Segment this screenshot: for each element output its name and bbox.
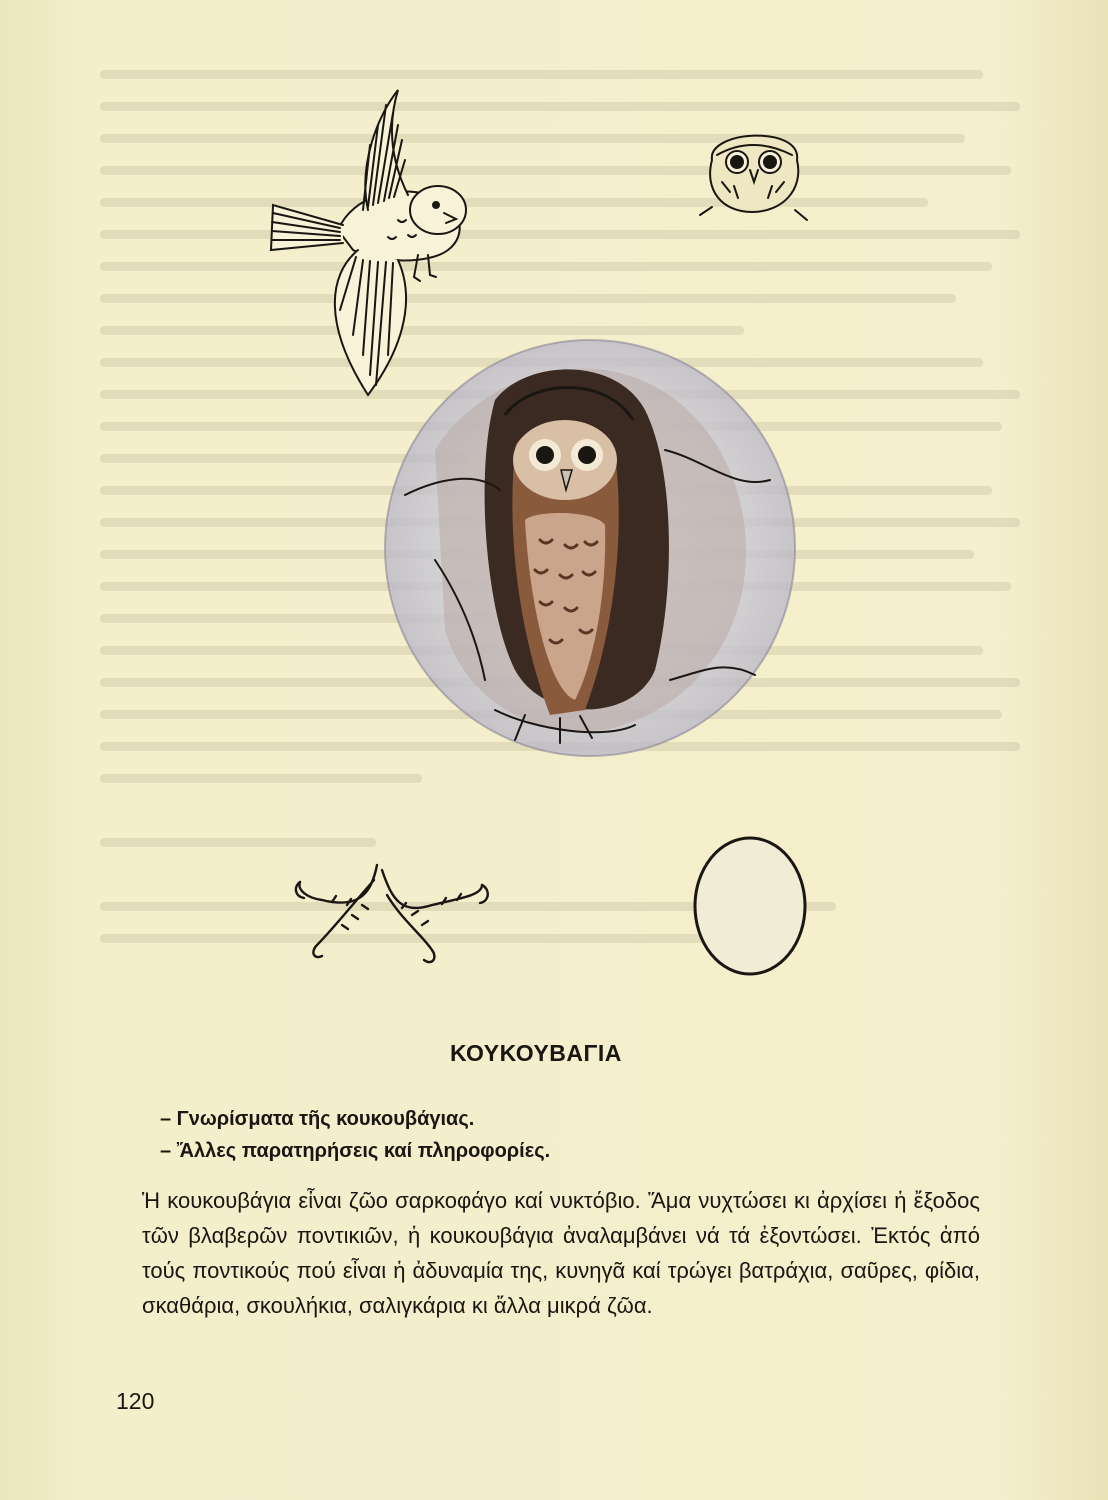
- body-text: Ἡ κουκουβάγια εἶναι ζῶο σαρκοφάγο καί νυκτόβιο. Ἅμα νυχτώσει κι ἀρχίσει ἡ ἔξοδος τῶν βλαβερῶν ποντικιῶν, ἡ κουκουβάγια ἀναλαμβάνει νά τά ἐξοντώσει. Ἐκτός ἀπό τούς ποντικούς πού εἶναι ἡ ἀδυναμία της, κυνηγᾶ καί τρώγει βατράχια, σαῦρες, φίδια, σκαθάρια, σκουλήκια, σαλιγκάρια κι ἄλλα μικρά ζῶα.: [142, 1188, 980, 1318]
- section-title: ΚΟΥΚΟΥΒΑΓΙΑ: [450, 1040, 622, 1066]
- page-number: 120: [116, 1388, 155, 1414]
- owl-egg-drawing: [688, 830, 813, 980]
- subtopic-item: – Ἄλλες παρατηρήσεις καί πληροφορίες.: [160, 1140, 551, 1162]
- subtopic-item: – Γνωρίσματα τῆς κουκουβάγιας.: [160, 1108, 475, 1130]
- owl-in-tree-hollow-painting: [375, 330, 805, 770]
- owl-head-drawing: [692, 120, 817, 225]
- owl-talons-drawing: [292, 860, 492, 970]
- subtopic-list: [160, 1103, 550, 1167]
- body-paragraph: [142, 1183, 980, 1323]
